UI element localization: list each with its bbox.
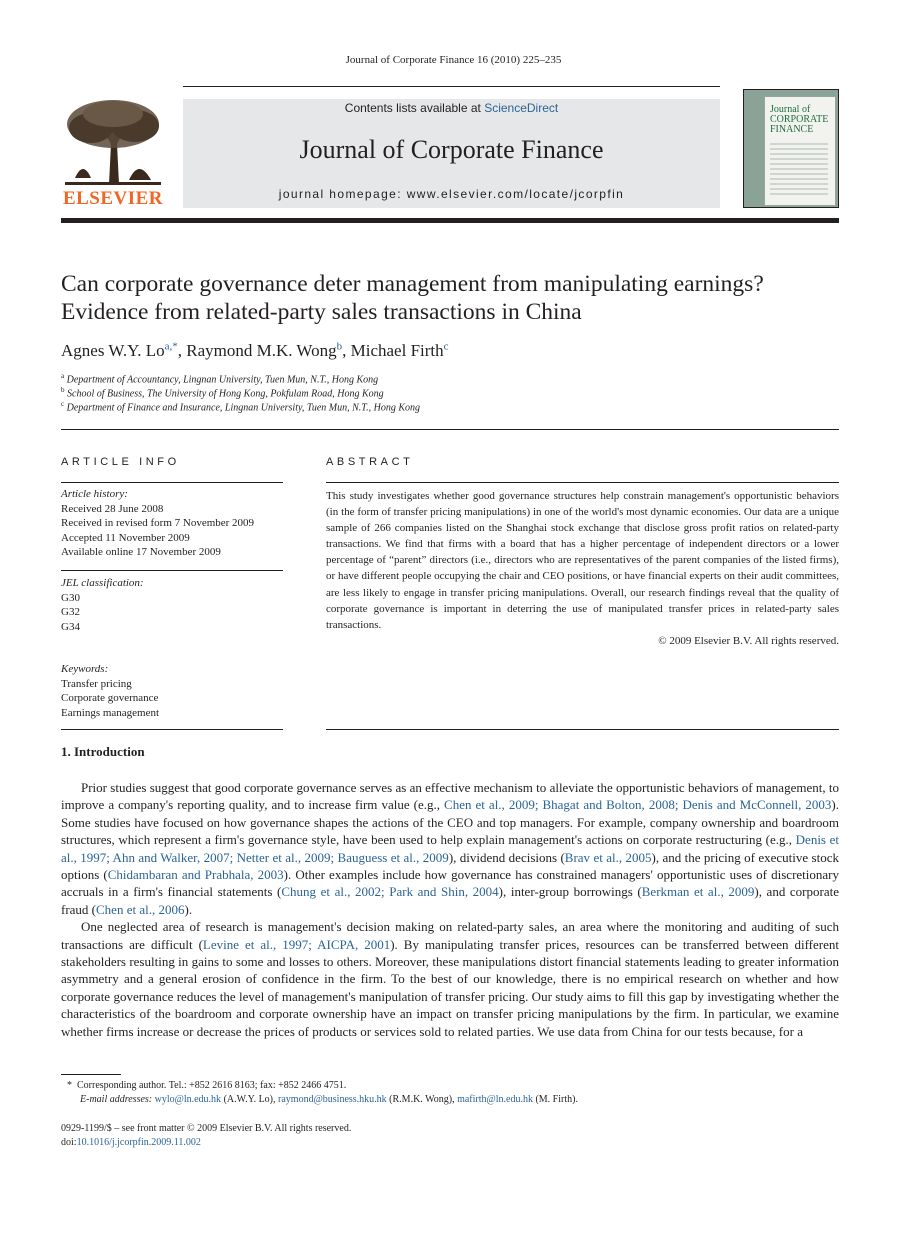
author (186, 341, 350, 360)
author-separator: , (342, 340, 351, 360)
abstract (326, 488, 839, 649)
citation-link[interactable]: Levine et al., 1997; AICPA, 2001 (202, 936, 391, 952)
section-divider (61, 429, 839, 430)
journal-header-box (183, 99, 720, 208)
author-name: Agnes W.Y. Lo (61, 340, 165, 360)
article-info-rule (61, 482, 283, 483)
email-owner: (A.W.Y. Lo) (223, 1094, 274, 1105)
history-item: Accepted 11 November 2009 (61, 531, 190, 544)
author-separator: , (177, 340, 187, 360)
body-text-run: ). By manipulating transfer prices, resources can be transferred between different stakeholders resulting in gains to some and losses to others. Moreover, these manipulations distort financial statements leading to greater information asymmetry and a general erosion of confidence in the firm. To the best of our knowledge, there is no empirical research on whether and how corporate governance reduces the level of management's manipulation of transfer pricing. Our study aims to fill this gap by investigating whether the characteristics of the boardroom and corporate ownership have an impact on transfer pricing manipulations by the firm. In particular, we examine whether firms increase or decrease the prices of products or services sold to related parties. We use data from China for our tests because, for a (61, 936, 839, 1039)
cover-text-lines (770, 143, 828, 198)
cover-line: FINANCE (770, 124, 814, 135)
doi-link[interactable]: 10.1016/j.jcorpfin.2009.11.002 (76, 1137, 201, 1148)
body-text-run: ), and corporate fraud ( (61, 884, 839, 917)
contents-prefix: Contents lists available at (344, 101, 485, 115)
affiliation-text: School of Business, The University of Hong Kong, Pokfulam Road, Hong Kong (67, 388, 384, 400)
citation-link[interactable]: Denis et al., 1997; Ahn and Walker, 2007; Netter et al., 2009; Bauguess et al., 2009 (61, 832, 839, 865)
elsevier-logo (61, 98, 165, 210)
abstract-copyright: © 2009 Elsevier B.V. All rights reserved. (658, 634, 839, 647)
affiliation (61, 400, 420, 413)
jel-code: G32 (61, 606, 80, 618)
affiliation-mark: b (61, 386, 65, 394)
keywords-label: Keywords: (61, 663, 109, 675)
journal-title: Journal of Corporate Finance (299, 135, 604, 164)
title-line: Evidence from related-party sales transactions in China (61, 299, 582, 325)
body-text-run: ). Some studies have focused on how governance shapes the actions of the CEO and top managers. For example, company ownership and boardroom structures, which represent a firm's governance style, have been used to help explain management's actions on corporate restructuring (e.g., (61, 797, 840, 848)
affiliation-text: Department of Finance and Insurance, Lingnan University, Tuen Mun, N.T., Hong Kong (66, 402, 421, 414)
body-text-run: ), dividend decisions ( (448, 849, 565, 865)
article-info-rule (61, 729, 283, 730)
history-item: Received in revised form 7 November 2009 (61, 517, 255, 529)
history-item: Received 28 June 2008 (61, 502, 164, 515)
citation-link[interactable]: Brav et al., 2005 (564, 849, 652, 865)
email-separator: , (452, 1094, 458, 1105)
email-label: E-mail addresses: (80, 1094, 153, 1105)
citation-link[interactable]: Chen et al., 2009; Bhagat and Bolton, 2008; Denis and McConnell, 2003 (444, 797, 832, 813)
author-affil-mark[interactable]: c (443, 340, 449, 352)
body-text-run: ). Other examples include how governance has constrained managers' opportunistic uses of discretionary accruals in a firm's financial statements ( (61, 867, 839, 900)
cover-page (764, 96, 836, 206)
author-affil-mark[interactable]: a,* (164, 340, 178, 352)
history-label: Article history: (61, 488, 128, 500)
email-separator: . (575, 1094, 578, 1105)
abstract-rule (326, 482, 839, 483)
author (61, 341, 186, 360)
abstract-rule (326, 729, 839, 730)
journal-cover-thumbnail (743, 89, 839, 208)
author-affil-mark[interactable]: b (336, 340, 343, 352)
doi-prefix: doi: (61, 1137, 77, 1148)
keywords (61, 662, 283, 720)
introduction-body (61, 779, 839, 1040)
body-text-run: Prior studies suggest that good corporate governance serves as an effective mechanism to alleviate the opportunistic behaviors of management, to improve a company's reporting quality, and to increase firm value (e.g., (61, 780, 839, 813)
article-info-heading: ARTICLE INFO (61, 456, 180, 468)
article-title (61, 270, 851, 326)
title-line: Can corporate governance deter management from manipulating earnings? (61, 271, 764, 297)
header-thick-rule (61, 218, 839, 223)
affiliation-text: Department of Accountancy, Lingnan University, Tuen Mun, N.T., Hong Kong (66, 374, 379, 386)
keyword: Earnings management (61, 706, 160, 719)
corresponding-text: Corresponding author. Tel.: +852 2616 8163; fax: +852 2466 4751. (77, 1080, 347, 1091)
email-link[interactable]: wylo@ln.edu.hk (154, 1094, 222, 1105)
issn-doi-block (61, 1122, 351, 1150)
citation-link[interactable]: Chung et al., 2002; Park and Shin, 2004 (281, 884, 499, 900)
corresponding-author-note (67, 1080, 845, 1091)
article-info-rule (61, 570, 283, 571)
tree-icon (61, 98, 165, 186)
affiliation (61, 386, 384, 399)
author-name: Raymond M.K. Wong (186, 340, 337, 360)
author-list (61, 340, 449, 361)
author (351, 341, 449, 360)
body-text-run: ). (184, 901, 193, 917)
body-text-run: ), and the pricing of executive stock options ( (61, 849, 839, 883)
jel-label: JEL classification: (61, 577, 144, 589)
jel-code: G34 (61, 620, 80, 633)
email-separator: , (273, 1094, 279, 1105)
journal-reference: Journal of Corporate Finance 16 (2010) 225–235 (345, 54, 562, 66)
contents-line (183, 101, 720, 115)
journal-homepage (183, 187, 720, 201)
abstract-heading: ABSTRACT (326, 456, 414, 468)
sciencedirect-link[interactable]: ScienceDirect (484, 101, 559, 115)
citation-link[interactable]: Chidambaran and Prabhala, 2003 (107, 867, 284, 883)
body-text-run: ), inter-group borrowings ( (498, 884, 642, 900)
cover-title (770, 105, 828, 135)
citation-link[interactable]: Chen et al., 2006 (96, 901, 185, 917)
email-link[interactable]: raymond@business.hku.hk (278, 1094, 387, 1105)
keyword: Transfer pricing (61, 677, 132, 690)
affiliation (61, 372, 378, 385)
paragraph (61, 918, 839, 1040)
homepage-url[interactable]: www.elsevier.com/locate/jcorpfin (406, 187, 625, 201)
jel-code: G30 (61, 591, 80, 604)
publisher-name: ELSEVIER (62, 188, 164, 209)
author-name: Michael Firth (350, 340, 444, 360)
cover-line: Journal of (770, 104, 811, 115)
body-text-run: One neglected area of research is management's decision making on related-party sales, an area where the monitoring and auditing of such transactions are difficult ( (61, 919, 839, 952)
issn-line: 0929-1199/$ – see front matter © 2009 Elsevier B.V. All rights reserved. (61, 1123, 352, 1134)
email-addresses (80, 1094, 858, 1105)
homepage-label: journal homepage: (278, 187, 407, 201)
email-link[interactable]: mafirth@ln.edu.hk (457, 1094, 533, 1105)
email-owner: (M. Firth) (535, 1094, 576, 1105)
affiliation-mark: c (61, 400, 65, 408)
cover-line: CORPORATE (770, 114, 829, 125)
email-owner: (R.M.K. Wong) (389, 1094, 453, 1105)
paragraph (61, 779, 839, 918)
footnote-mark: * (67, 1080, 72, 1091)
introduction-heading: 1. Introduction (61, 744, 145, 759)
citation-link[interactable]: Berkman et al., 2009 (641, 884, 755, 900)
article-history (61, 487, 283, 560)
history-item: Available online 17 November 2009 (61, 546, 221, 558)
jel-classification (61, 576, 283, 634)
keyword: Corporate governance (61, 692, 159, 704)
footnote-rule (61, 1074, 121, 1075)
doi-line (61, 1136, 351, 1150)
header-rule (183, 86, 720, 87)
affiliation-mark: a (61, 372, 65, 380)
abstract-text: This study investigates whether good governance structures help constrain management's opportunistic behaviors (in the form of transfer pricing manipulations) in one of the world's most dynamic economies. Our data are a unique sample of 266 companies listed on the Shanghai stock exchange that disclose gross profit ratios on related-party transactions. We find that firms with a board that has a higher percentage of independent directors or a lower percentage of “parent” directors (i.e., directors who are representatives of the parent companies of the listed firms), or have different people occupying the chair and CEO positions, or have financial experts on their audit committees, are less likely to engage in transfer pricing manipulations. Overall, our research findings reveal that the quality of corporate governance is important in deterring the use of manipulated transfer prices in related-party sales transactions. (326, 490, 839, 631)
